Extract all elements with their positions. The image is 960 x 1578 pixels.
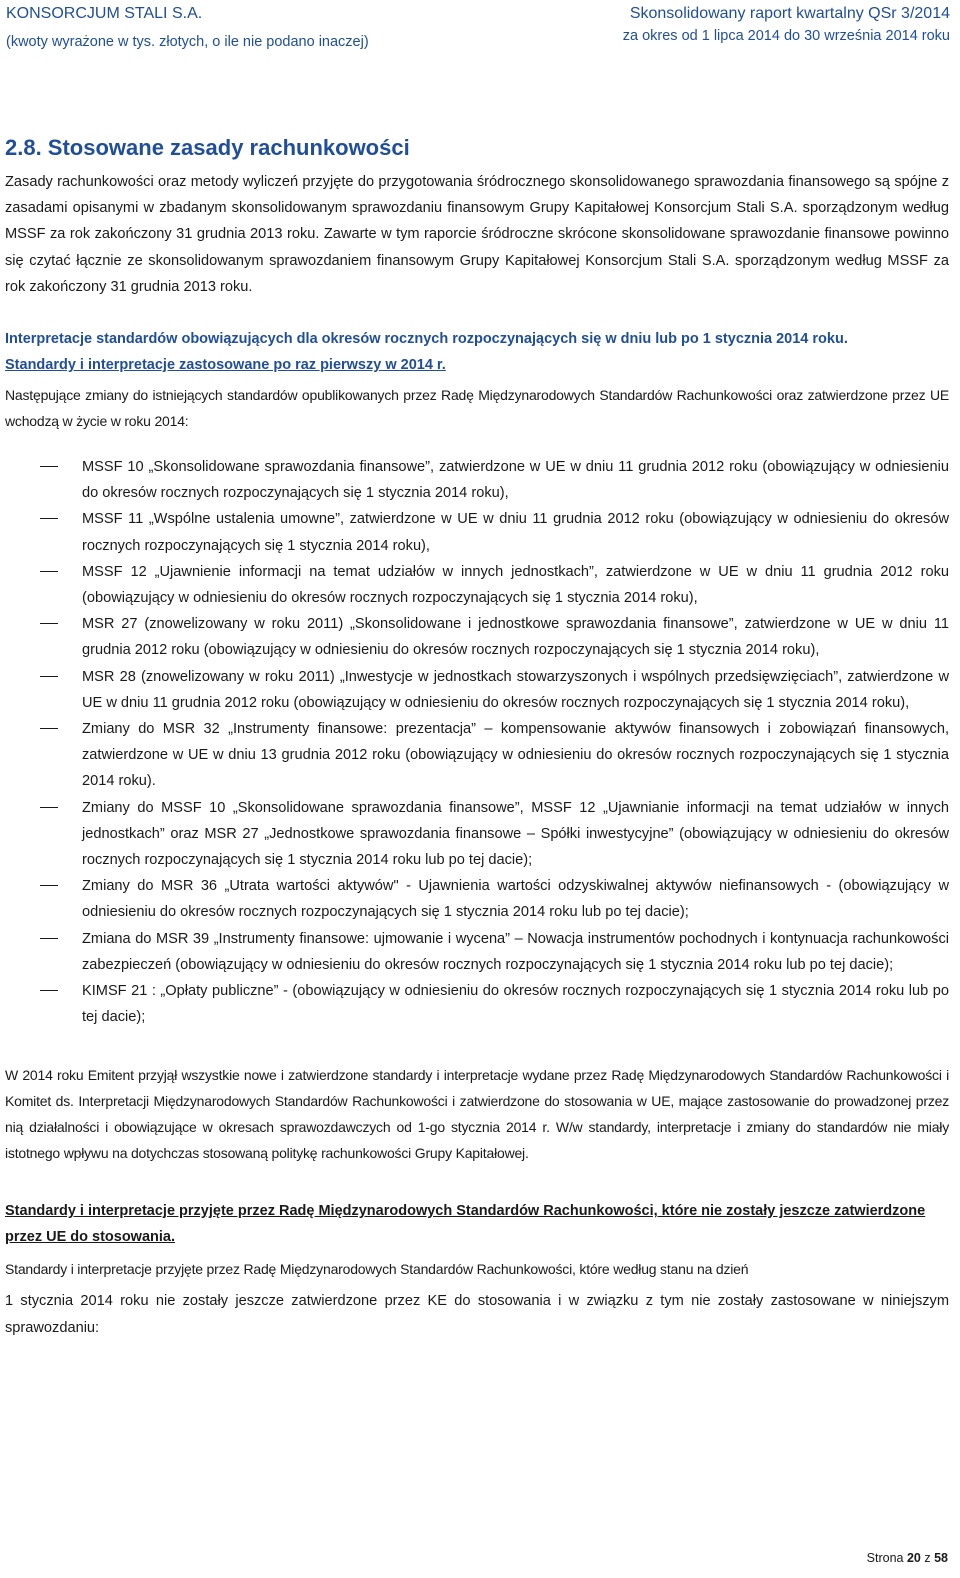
section-title: 2.8. Stosowane zasady rachunkowości [5,135,410,160]
dash-bullet-icon [40,466,58,467]
not-approved-line-1: Standardy i interpretacje przyjęte przez Radę Międzynarodowych Standardów Rachunkowości, które według stanu na dzień [5,1261,749,1278]
adoption-paragraph: W 2014 roku Emitent przyjął wszystkie nowe i zatwierdzone standardy i interpretacje wydane przez Radę Międzynarodowych Standardów Rachunkowości i Komitet ds. Interpretacji Międzynarodowych Standardów Rachunkowości i zatwierdzone do stosowania w UE, mające zastosowanie do prowadzonej przez nią działalności i obowiązujące w okresach sprawozdawczych od 1-go stycznia 2014 r. W/w standardy, interpretacje i zmiany do standardów nie miały istotnego wpływu na dotychczas stosowaną politykę rachunkowości Grupy Kapitałowej. [5,1067,949,1162]
list-item-text: Zmiany do MSR 32 „Instrumenty finansowe: prezentacja” – kompensowanie aktywów finansowych i zobowiązań finansowych, zatwierdzone w UE w dniu 13 grudnia 2012 roku (obowiązujący w odniesieniu do okresów rocznych rozpoczynających się 1 stycznia 2014 roku). [82,721,949,790]
list-item [5,611,949,663]
list-item [5,454,949,506]
list-item-text: MSR 28 (znowelizowany w roku 2011) „Inwestycje w jednostkach stowarzyszonych i wspólnych przedsięwzięciach”, zatwierdzone w UE w dniu 11 grudnia 2012 roku (obowiązujący w odniesieniu do okresów rocznych rozpoczynających się 1 stycznia 2014 roku), [82,668,949,711]
dash-bullet-icon [40,938,58,939]
report-period: za okres od 1 lipca 2014 do 30 września 2014 roku [622,28,950,44]
intro-paragraph: Zasady rachunkowości oraz metody wyliczeń przyjęte do przygotowania śródrocznego skonsolidowanego sprawozdania finansowego są spójne z zasadami opisanymi w zbadanym skonsolidowanym sprawozdaniu finansowym Grupy Kapitałowej Konsorcjum Stali S.A. sporządzonym według MSSF za rok zakończony 31 grudnia 2013 roku. Zawarte w tym raporcie śródroczne skrócone skonsolidowane sprawozdanie finansowe powinno się czytać łącznie ze skonsolidowanym sprawozdaniem finansowym Grupy Kapitałowej Konsorcjum Stali S.A. sporządzonym według MSSF za rok zakończony 31 grudnia 2013 roku. [5,174,949,295]
dash-bullet-icon [40,990,58,991]
list-item-text: Zmiany do MSSF 10 „Skonsolidowane sprawozdania finansowe”, MSSF 12 „Ujawnianie informacji na temat udziałów w innych jednostkach” oraz MSR 27 „Jednostkowe sprawozdania finansowe – Spółki inwestycyjne” (obowiązujący w odniesieniu do okresów rocznych rozpoczynających się 1 stycznia 2014 roku lub po tej dacie); [82,799,949,869]
company-name: KONSORCJUM STALI S.A. [6,5,203,22]
dash-bullet-icon [40,571,58,572]
report-title: Skonsolidowany raport kwartalny QSr 3/2014 [629,5,950,22]
main-content [5,133,949,1341]
dash-bullet-icon [40,623,58,624]
dash-bullet-icon [40,807,58,808]
list-item [5,559,949,611]
header-right [623,3,950,47]
list-item-text: KIMSF 21 : „Opłaty publiczne” - (obowiązujący w odniesieniu do okresów rocznych rozpoczynających się 1 stycznia 2014 roku lub po tej dacie); [82,983,949,1026]
dash-bullet-icon [40,728,58,729]
list-item-text: MSSF 12 „Ujawnienie informacji na temat udziałów w innych jednostkach”, zatwierdzone w UE w dniu 11 grudnia 2012 roku (obowiązujący w odniesieniu do okresów rocznych rozpoczynających się 1 stycznia 2014 roku), [82,563,949,607]
list-item [5,795,949,874]
list-item [5,926,949,978]
not-approved-line-2: 1 stycznia 2014 roku nie zostały jeszcze zatwierdzone przez KE do stosowania i w związku z tym nie zostały zastosowane w niniejszym sprawozdaniu: [5,1293,949,1336]
page-footer [867,1551,948,1565]
list-item [5,873,949,925]
list-item [5,716,949,795]
interpretations-heading: Interpretacje standardów obowiązujących dla okresów rocznych rozpoczynających się w dniu lub po 1 stycznia 2014 roku. [5,331,848,348]
dash-bullet-icon [40,676,58,677]
units-note: (kwoty wyrażone w tys. złotych, o ile nie podano inaczej) [6,34,369,50]
list-item [5,664,949,716]
standards-list [5,454,949,1030]
list-item-text: MSSF 10 „Skonsolidowane sprawozdania finansowe”, zatwierdzone w UE w dniu 11 grudnia 2012 roku (obowiązujący w odniesieniu do okresów rocznych rozpoczynających się 1 stycznia 2014 roku), [82,459,949,502]
footer-page-number: 20 [906,1551,921,1565]
dash-bullet-icon [40,885,58,886]
changes-intro: Następujące zmiany do istniejących standardów opublikowanych przez Radę Międzynarodowych Standardów Rachunkowości oraz zatwierdzone przez UE wchodzą w życie w roku 2014: [5,387,949,430]
list-item-text: MSR 27 (znowelizowany w roku 2011) „Skonsolidowane i jednostkowe sprawozdania finansowe”, zatwierdzone w UE w dniu 11 grudnia 2012 roku (obowiązujący w odniesieniu do okresów rocznych rozpoczynających się 1 stycznia 2014 roku), [82,616,949,659]
header-left [6,3,369,53]
list-item-text: MSSF 11 „Wspólne ustalenia umowne”, zatwierdzone w UE w dniu 11 grudnia 2012 roku (obowiązujący w odniesieniu do okresów rocznych rozpoczynających się 1 stycznia 2014 roku), [82,511,949,554]
list-item-text: Zmiany do MSR 36 „Utrata wartości aktywów" - Ujawnienia wartości odzyskiwalnej aktywów niefinansowych - (obowiązujący w odniesieniu do okresów rocznych rozpoczynających się 1 stycznia 2014 roku lub po tej dacie); [82,878,949,921]
list-item [5,978,949,1030]
list-item [5,506,949,558]
footer-label: Strona [866,1551,904,1565]
dash-bullet-icon [40,518,58,519]
footer-sep: z [924,1551,931,1565]
footer-page-total: 58 [934,1551,948,1565]
not-approved-heading: Standardy i interpretacje przyjęte przez Radę Międzynarodowych Standardów Rachunkowości, które nie zostały jeszcze zatwierdzone przez UE do stosowania. [5,1203,926,1246]
applied-heading: Standardy i interpretacje zastosowane po raz pierwszy w 2014 r. [5,357,446,374]
list-item-text: Zmiana do MSR 39 „Instrumenty finansowe: ujmowanie i wycena” – Nowacja instrumentów pochodnych i kontynuacja rachunkowości zabezpieczeń (obowiązujący w odniesieniu do okresów rocznych rozpoczynających się 1 stycznia 2014 roku lub po tej dacie); [82,930,949,973]
